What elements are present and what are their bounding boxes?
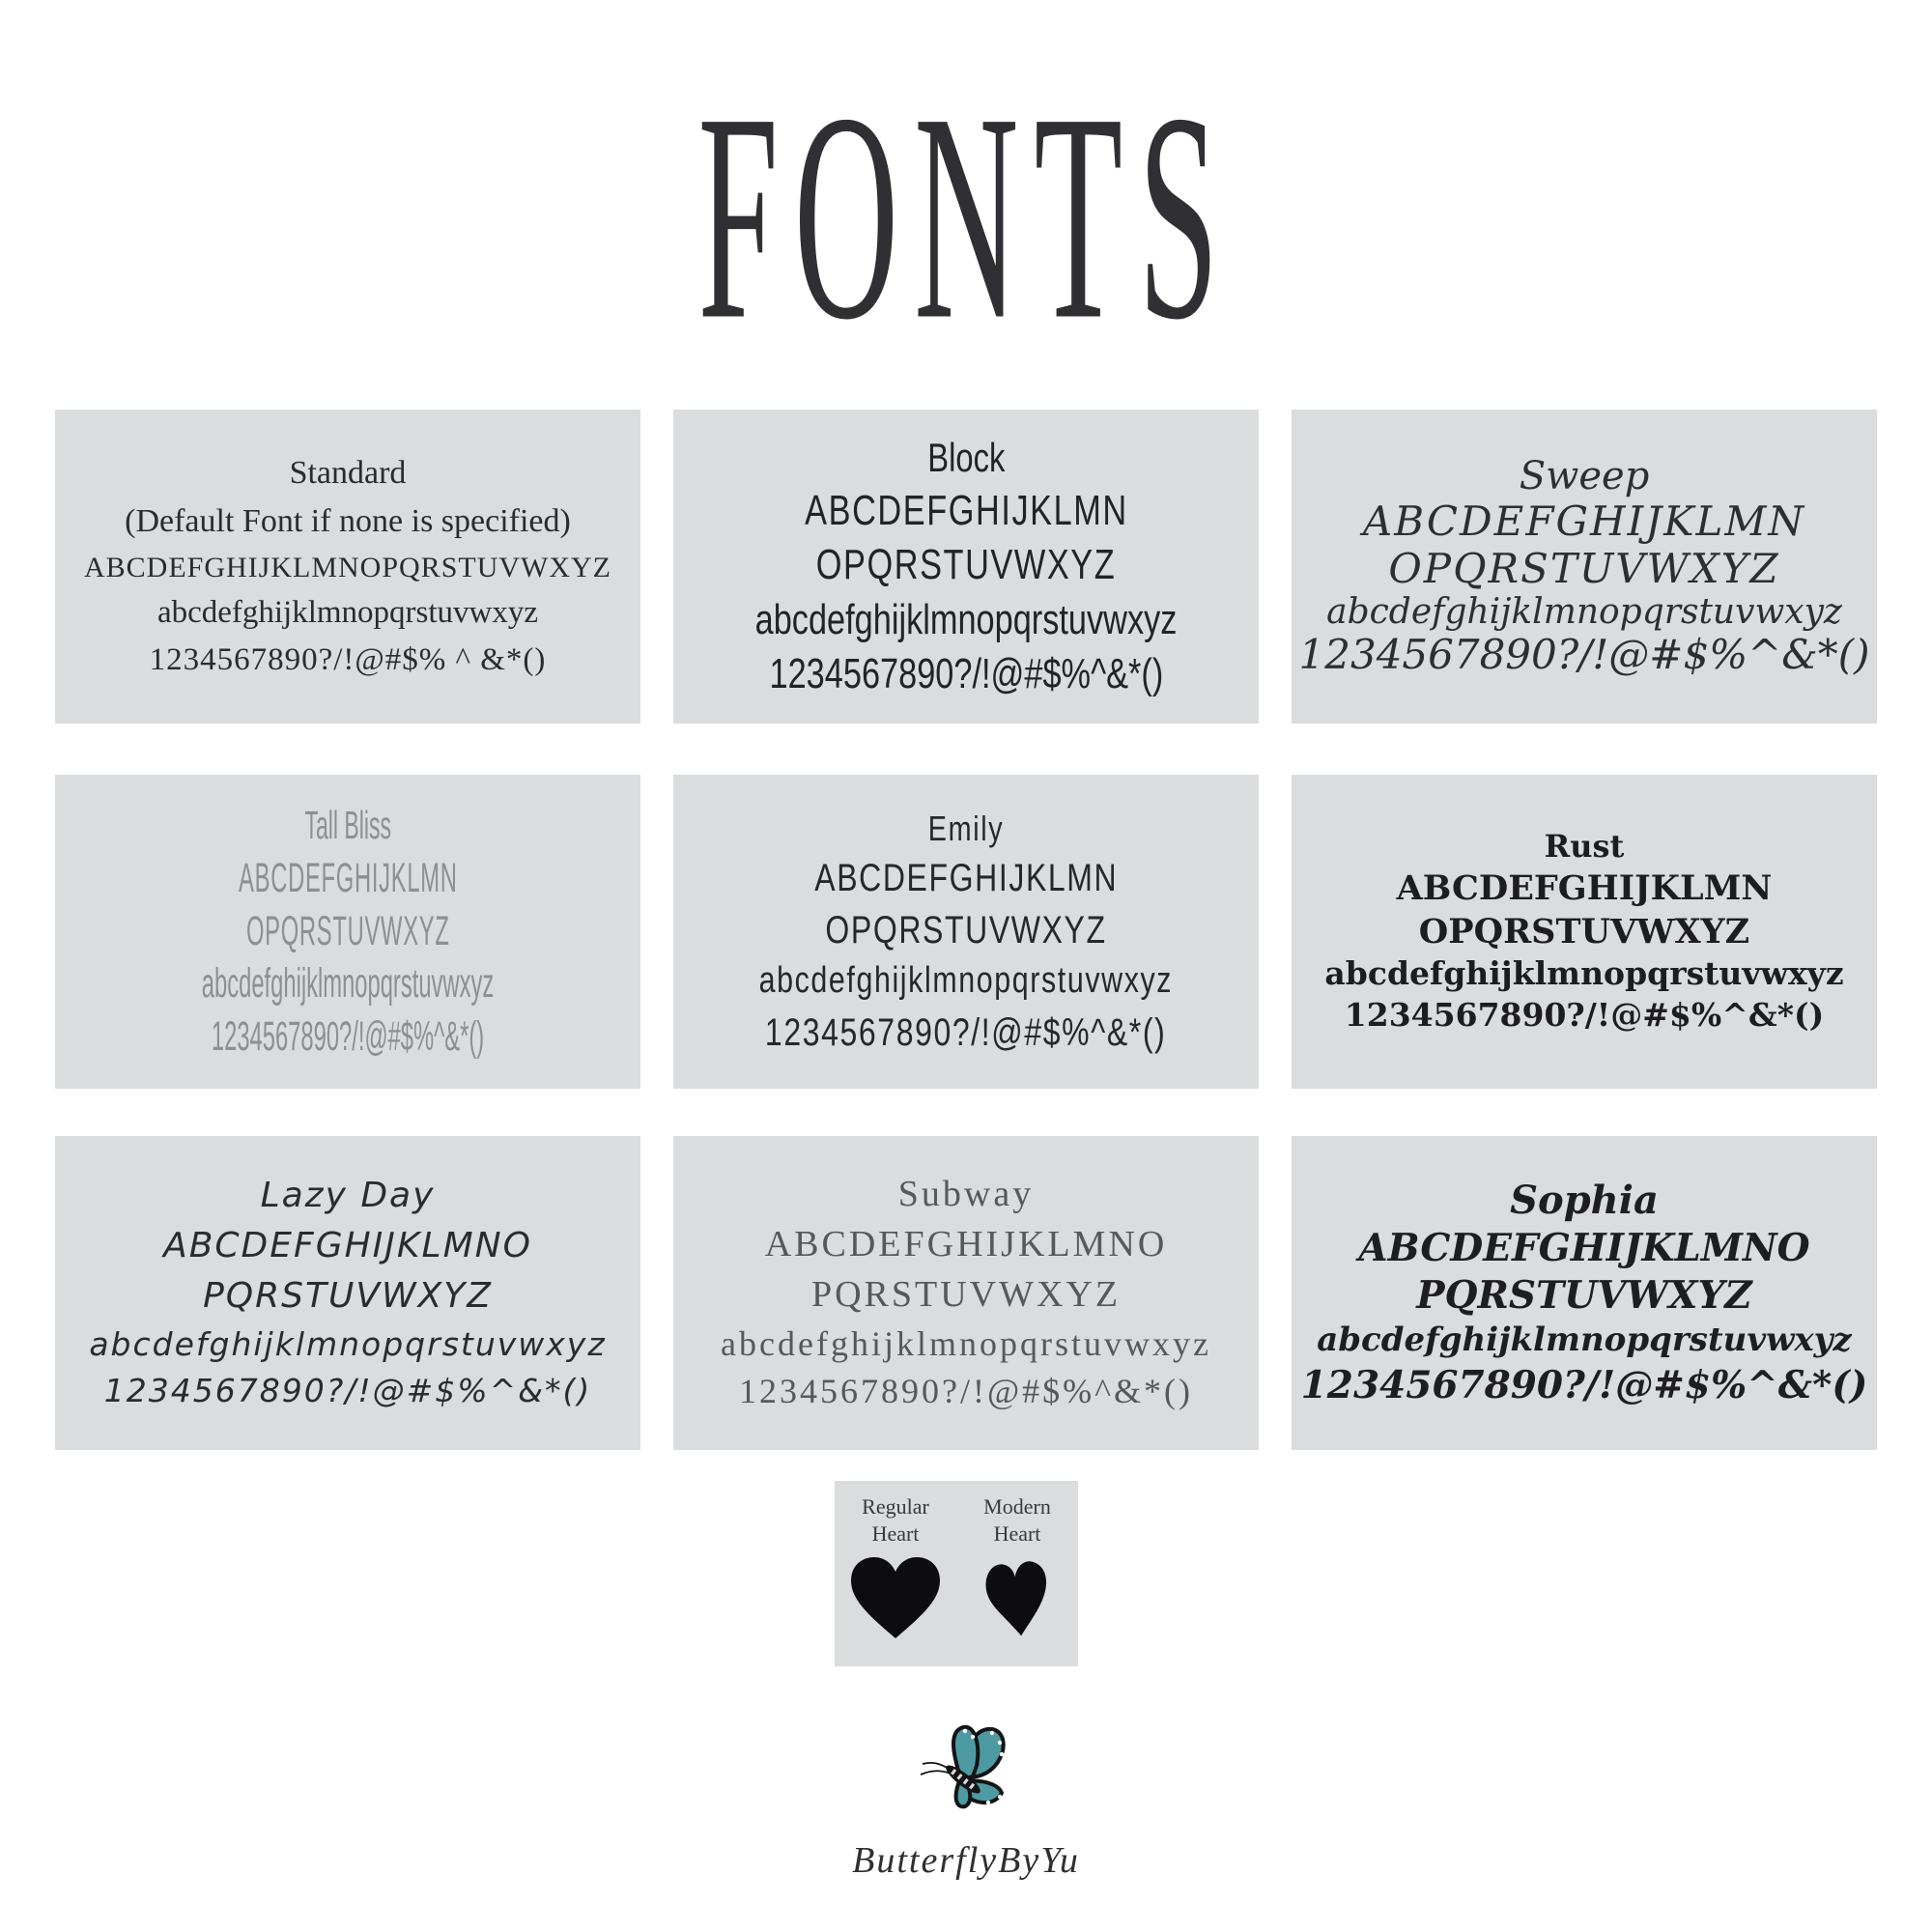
lowercase-sample: abcdefghijklmnopqrstuvwxyz (201, 959, 495, 1007)
font-subtitle: (Default Font if none is specified) (125, 503, 571, 540)
uppercase-sample: ABCDEFGHIJKLMNO (163, 1225, 532, 1265)
font-sample-sophia (1292, 1136, 1877, 1450)
uppercase-sample: ABCDEFGHIJKLMN (1396, 867, 1773, 908)
symbols-sample: 1234567890?/!@#$%^&*() (765, 1011, 1167, 1055)
uppercase-sample: ABCDEFGHIJKLMN (804, 487, 1128, 535)
page-title-text: FONTS (697, 52, 1235, 383)
font-sample-emily (673, 775, 1259, 1089)
uppercase-sample: ABCDEFGHIJKLMNO (764, 1223, 1168, 1264)
font-name-label: Rust (1544, 828, 1625, 866)
lowercase-sample: abcdefghijklmnopqrstuvwxyz (89, 1324, 607, 1363)
symbols-sample: 1234567890?/!@#$%^&*() (1298, 631, 1870, 679)
modern-heart-icon (976, 1549, 1060, 1646)
font-name-label: Standard (289, 455, 407, 492)
symbols-sample: 1234567890?/!@#$%^&*() (211, 1012, 485, 1059)
uppercase-sample: ABCDEFGHIJKLMN (1362, 497, 1806, 546)
uppercase-sample: PQRSTUVWXYZ (1416, 1273, 1752, 1319)
symbols-sample: 1234567890?/!@#$%^&*() (739, 1372, 1193, 1411)
symbols-sample: 1234567890?/!@#$%^&*() (1344, 996, 1825, 1035)
font-sample-subway (673, 1136, 1259, 1450)
regular-heart-label-line2: Heart (871, 1521, 920, 1547)
uppercase-sample: ABCDEFGHIJKLMNO (1358, 1226, 1810, 1271)
lowercase-sample: abcdefghijklmnopqrstuvwxyz (721, 1323, 1211, 1363)
symbols-sample: 1234567890?/!@#$%^&*() (769, 649, 1163, 697)
modern-heart-label-line1: Modern (983, 1494, 1051, 1519)
regular-heart-label-line1: Regular (862, 1494, 929, 1519)
uppercase-sample: OPQRSTUVWXYZ (825, 909, 1107, 952)
lowercase-sample: abcdefghijklmnopqrstuvwxyz (758, 960, 1174, 1002)
font-name-label: Subway (897, 1173, 1035, 1214)
font-name-label: Emily (927, 808, 1005, 848)
uppercase-sample: OPQRSTUVWXYZ (1388, 544, 1780, 592)
font-sample-block (673, 410, 1259, 724)
font-name-label: Block (926, 435, 1006, 481)
font-sample-sweep (1292, 410, 1877, 724)
modern-heart-label-line2: Heart (993, 1521, 1041, 1547)
symbols-sample: 1234567890?/!@#$%^&*() (103, 1372, 592, 1410)
uppercase-sample: OPQRSTUVWXYZ (245, 907, 450, 953)
font-sample-rust (1292, 775, 1877, 1089)
font-name-label: Tall Bliss (304, 803, 391, 848)
brand-name: ButterflyByYu (852, 1840, 1080, 1881)
uppercase-sample: PQRSTUVWXYZ (203, 1275, 493, 1316)
lowercase-sample: abcdefghijklmnopqrstuvwxyz (1324, 954, 1844, 993)
butterfly-icon (903, 1721, 1029, 1830)
font-name-label: Sweep (1519, 454, 1650, 499)
symbols-sample: 1234567890?/!@#$%^&*() (1300, 1362, 1868, 1407)
regular-heart-option (835, 1494, 956, 1642)
lowercase-sample: abcdefghijklmnopqrstuvwxyz (156, 595, 539, 631)
font-sample-tall-bliss (55, 775, 640, 1089)
font-sample-standard (55, 410, 640, 724)
uppercase-sample: PQRSTUVWXYZ (810, 1273, 1122, 1315)
page-title (0, 52, 1932, 383)
lowercase-sample: abcdefghijklmnopqrstuvwxyz (1326, 591, 1842, 632)
uppercase-sample: OPQRSTUVWXYZ (815, 541, 1117, 589)
uppercase-sample: OPQRSTUVWXYZ (1418, 911, 1750, 952)
uppercase-sample: ABCDEFGHIJKLMN (238, 854, 458, 900)
uppercase-sample: ABCDEFGHIJKLMNOPQRSTUVWXYZ (83, 551, 612, 583)
regular-heart-icon (847, 1553, 944, 1642)
symbols-sample: 1234567890?/!@#$% ^ &*() (149, 641, 547, 677)
uppercase-sample: ABCDEFGHIJKLMN (814, 857, 1118, 900)
modern-heart-option (956, 1494, 1078, 1642)
font-sample-lazy-day (55, 1136, 640, 1450)
lowercase-sample: abcdefghijklmnopqrstuvwxyz (754, 595, 1178, 643)
font-name-label: Lazy Day (260, 1176, 436, 1216)
lowercase-sample: abcdefghijklmnopqrstuvwxyz (1317, 1321, 1852, 1360)
heart-options-box (835, 1481, 1078, 1666)
brand-logo (0, 1721, 1932, 1882)
font-name-label: Sophia (1510, 1178, 1659, 1224)
